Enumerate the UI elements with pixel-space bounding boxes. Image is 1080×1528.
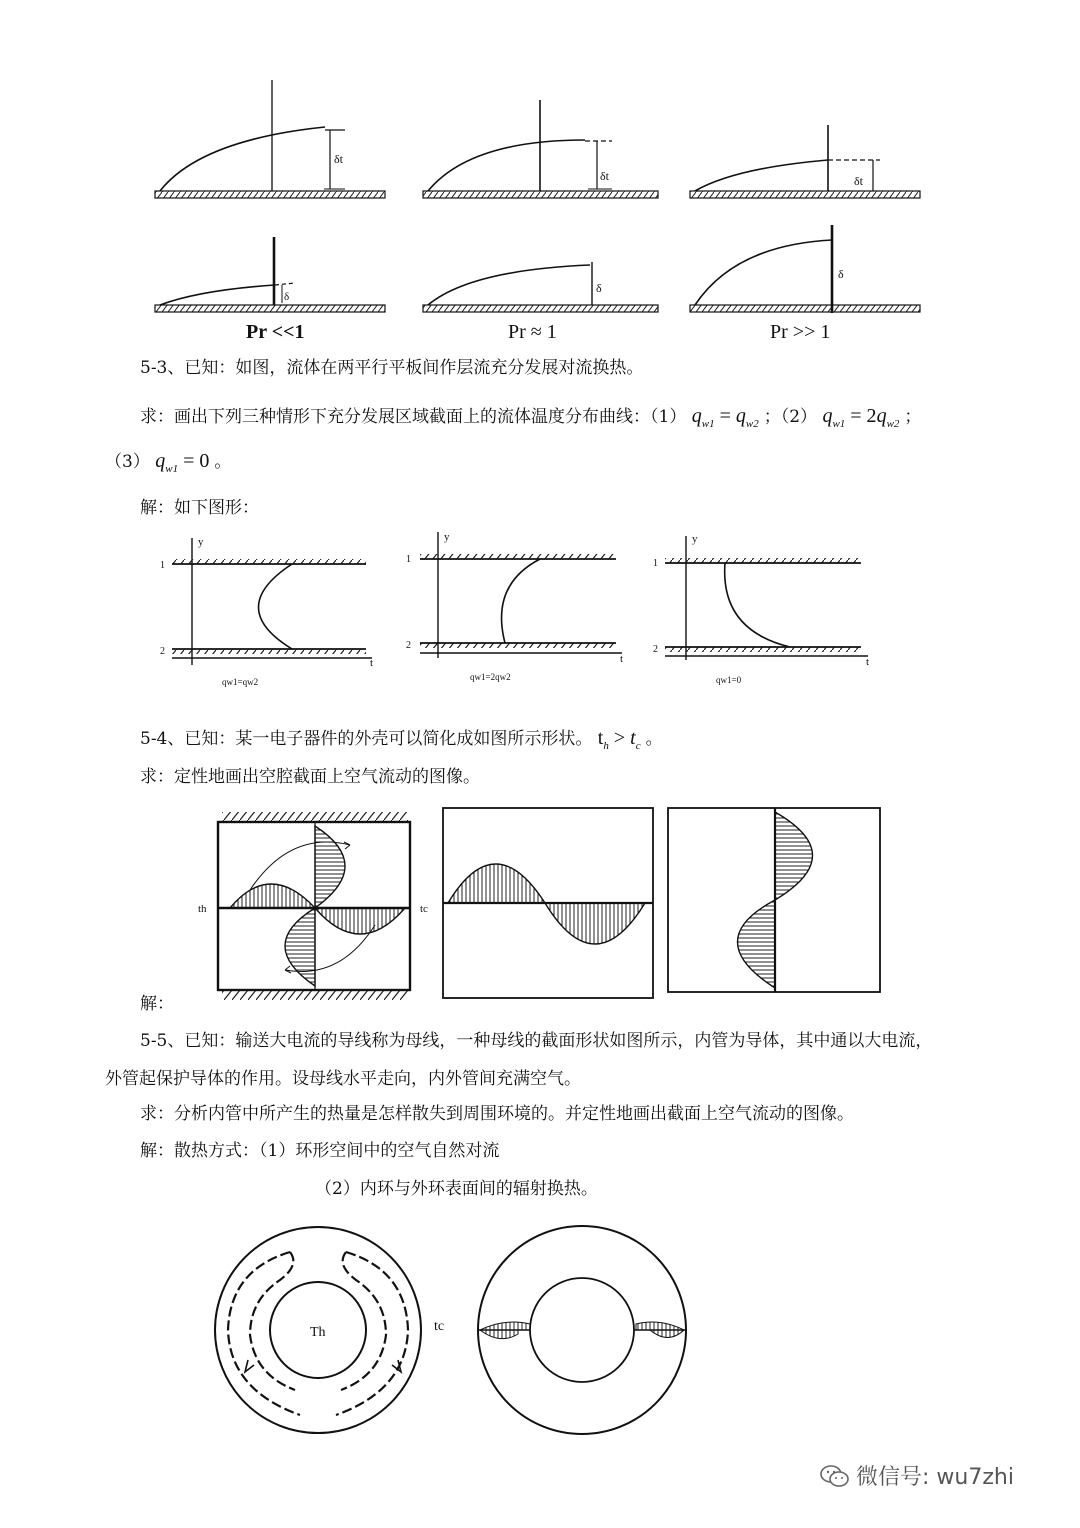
mark-2-2: 2	[406, 640, 411, 651]
axis-y-1: y	[198, 536, 204, 548]
mark-1-2: 1	[406, 554, 411, 565]
q53-solution: 解：如下图形：	[140, 498, 259, 518]
cavity-fig-1	[218, 812, 410, 1000]
q54-end: 。	[645, 729, 663, 749]
annulus-figure	[0, 1210, 1080, 1470]
mark-2-3: 2	[653, 644, 658, 655]
axis-t-2: t	[620, 653, 624, 665]
boundary-layer-figure	[0, 0, 1080, 350]
q54-condition: $t_h > t_c$	[597, 727, 641, 752]
cavity-fig-2	[443, 808, 653, 998]
plate-row2-col3	[690, 225, 920, 313]
mark-1-3: 1	[653, 558, 658, 569]
caption-3: qw1=0	[716, 675, 742, 685]
annulus-Th: Th	[310, 1325, 326, 1340]
q53-given: 5-3、已知：如图，流体在两平行平板间作层流充分发展对流换热。	[140, 358, 644, 378]
pr-label-3: Pr >> 1	[770, 321, 831, 343]
q53-ask-prefix: 求：画出下列三种情形下充分发展区域截面上的流体温度分布曲线：（1）	[140, 407, 687, 427]
caption-1: qw1=qw2	[222, 677, 259, 687]
cavity-tc: tc	[420, 903, 428, 915]
plate-row1-col1	[155, 80, 385, 198]
plate-row2-col2	[423, 262, 658, 312]
axis-y-3: y	[692, 533, 698, 545]
q55-line2: 外管起保护导体的作用。设母线水平走向，内外管间充满空气。	[105, 1069, 581, 1089]
annulus-tc: tc	[434, 1319, 445, 1334]
temperature-profile-figure	[0, 530, 1080, 690]
q55-sol2: （2）内环与外环表面间的辐射换热。	[315, 1179, 598, 1199]
cavity-th: th	[198, 903, 207, 915]
pr-label-1: Pr <<1	[246, 321, 305, 343]
mark-2-1: 2	[160, 646, 165, 657]
q53-c3-prefix: （3）	[105, 452, 150, 472]
q53-ask	[140, 405, 921, 435]
q55-ask: 求：分析内管中所产生的热量是怎样散失到周围环境的。并定性地画出截面上空气流动的图像。	[140, 1104, 854, 1124]
axis-t-3: t	[866, 656, 870, 668]
delta-t-label-2: δt	[600, 169, 609, 183]
q53-sep2: ；	[904, 407, 922, 427]
q54-ask: 求：定性地画出空腔截面上空气流动的图像。	[140, 767, 480, 787]
pr-label-2: Pr ≈ 1	[508, 321, 557, 343]
profile-fig-2	[420, 532, 622, 658]
watermark	[820, 1460, 1014, 1491]
q53-cond1: $q_{w1} = q_{w2}$	[691, 405, 759, 430]
delta-label-2: δ	[596, 281, 602, 295]
q53-sep1: ；（2）	[763, 407, 818, 427]
watermark-text: 微信号: wu7zhi	[856, 1465, 1014, 1490]
annulus-fig-2	[478, 1226, 686, 1434]
q55-sol1: 解：散热方式：（1）环形空间中的空气自然对流	[140, 1141, 500, 1161]
q53-cond3: $q_{w1} = 0$	[155, 450, 210, 475]
delta-label-1: δ	[284, 291, 290, 303]
q54-given-prefix: 5-4、已知：某一电子器件的外壳可以简化成如图所示形状。	[140, 729, 593, 749]
axis-y-2: y	[444, 531, 450, 543]
q53-cond3-line	[105, 450, 231, 480]
delta-label-3: δ	[838, 267, 844, 281]
plate-row1-col2	[423, 100, 658, 198]
profile-fig-1	[172, 538, 372, 665]
plate-row2-col1	[155, 237, 385, 312]
cavity-flow-figure	[0, 800, 1080, 1020]
delta-t-label-3: δt	[854, 174, 863, 188]
profile-fig-3	[665, 536, 868, 660]
q54-given	[140, 727, 663, 757]
wechat-icon	[820, 1463, 850, 1489]
q53-c3-end: 。	[214, 452, 232, 472]
q53-cond2: $q_{w1} = 2q_{w2}$	[822, 405, 900, 430]
q54-solution: 解：	[140, 994, 174, 1014]
cavity-fig-3	[668, 808, 880, 992]
axis-t-1: t	[370, 657, 374, 669]
q55-line1: 5-5、已知：输送大电流的导线称为母线，一种母线的截面形状如图所示，内管为导体，其中通以大电流，	[140, 1031, 933, 1051]
mark-1-1: 1	[160, 560, 165, 571]
delta-t-label-1: δt	[334, 152, 343, 166]
caption-2: qw1=2qw2	[470, 672, 511, 682]
plate-row1-col3	[690, 125, 920, 198]
